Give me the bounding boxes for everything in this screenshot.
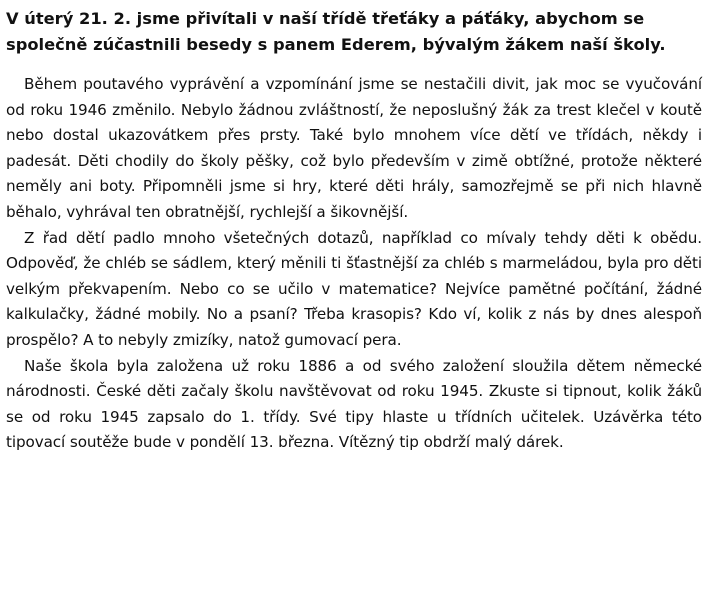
article-heading: V úterý 21. 2. jsme přivítali v naší třídě třeťáky a páťáky, abychom se společně zúčastnili besedy s panem Ederem, bývalým žákem naší školy.: [6, 9, 666, 54]
paragraph-2: Z řad dětí padlo mnoho všetečných dotazů, například co mívaly tehdy děti k obědu. Odpověď, že chléb se sádlem, který měnili ti šťastnější za chléb s marmeládou, byla pro děti velkým překvapením. Nebo co se učilo v matematice? Nejvíce pamětné počítání, žádné kalkulačky, žádné mobily. No a psaní? Třeba krasopis? Kdo ví, kolik z nás by dnes alespoň prospělo? A to nebyly zmizíky, natož gumovací pera.: [6, 228, 702, 349]
paragraph-3: Naše škola byla založena už roku 1886 a od svého založení sloužila dětem německé národnosti. České děti začaly školu navštěvovat od roku 1945. Zkuste si tipnout, kolik žáků se od roku 1945 zapsalo do 1. třídy. Své tipy hlaste u třídních učitelek. Uzávěrka této tipovací soutěže bude v pondělí 13. března. Vítězný tip obdrží malý dárek.: [6, 356, 702, 452]
paragraph-1: Během poutavého vyprávění a vzpomínání jsme se nestačili divit, jak moc se vyučování od roku 1946 změnilo. Nebylo žádnou zvláštností, že neposlušný žák za trest klečel v koutě nebo dostal ukazovátkem přes prsty. Také bylo mnohem více dětí ve třídách, někdy i padesát. Děti chodily do školy pěšky, což bylo především v zimě obtížné, protože některé neměly ani boty. Připomněli jsme si hry, které děti hrály, samozřejmě se při nich hlavně běhalo, vyhrával ten obratnější, rychlejší a šikovnější.: [6, 75, 702, 221]
document: [6, 6, 702, 456]
